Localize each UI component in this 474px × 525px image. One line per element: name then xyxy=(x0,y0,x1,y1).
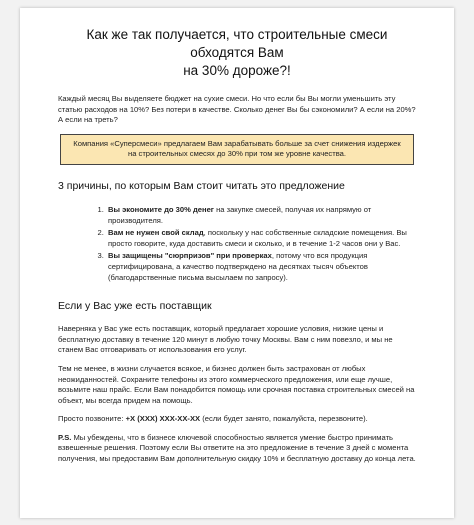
reasons-list xyxy=(58,205,416,283)
reason-text: , потому что вся продукция сертифицирована, а качество подтверждено на десятках тысяч объектов (благодарственные письма высылаем по запросу). xyxy=(108,251,368,282)
call-suffix: (если будет занято, пожалуйста, перезвоните). xyxy=(200,414,368,424)
title-line-2: на 30% дороже?! xyxy=(183,63,291,78)
call-prefix: Просто позвоните: xyxy=(58,414,126,424)
offer-callout: Компания «Суперсмеси» предлагаем Вам зарабатывать больше за счет снижения издержек на строительных смесях до 30% при том же уровне качества. xyxy=(60,134,414,165)
list-item xyxy=(106,251,416,283)
reason-text: , поскольку у нас собственные складские помещения. Вы просто говорите, куда доставить смеси и сколько, и в течение 1-2 часов они у Вас. xyxy=(108,228,407,248)
ps-label: P.S. xyxy=(58,432,72,442)
reason-bold: Вы экономите до 30% денег xyxy=(108,204,214,214)
call-paragraph xyxy=(58,414,416,425)
ps-text: Мы убеждены, что в бизнесе ключевой способностью является умение быстро принимать взвешенные решения. Поэтому если Вы ответите на это предложение в течение 3 дней с момента получения, мы предоставим Вам дополнительную скидку 10% и бесплатную доставку до конца лета. xyxy=(58,432,416,464)
intro-paragraph: Каждый месяц Вы выделяете бюджет на сухие смеси. Но что если бы Вы могли уменьшить эту статью расходов на 10%? Без потери в качестве. Сколько денег Вы бы сэкономили? А если на 20%? А если на треть? xyxy=(58,94,416,125)
section-heading-supplier: Если у Вас уже есть поставщик xyxy=(58,300,212,313)
reason-text: на закупке смесей, получая их напрямую от производителя. xyxy=(108,204,372,225)
ps-paragraph xyxy=(58,433,416,465)
reason-bold: Вы защищены "сюрпризов" при проверках xyxy=(108,251,272,261)
supplier-paragraph-1: Наверняка у Вас уже есть поставщик, который предлагает хорошие условия, низкие цены и бесплатную доставку в течение 120 минут в любую точку Москвы. Вам с ним повезло, и мы не станем Вас отговаривать от использования его услуг. xyxy=(58,324,393,355)
supplier-paragraph-2: Тем не менее, в жизни случается всякое, и бизнес должен быть застрахован от любых неожиданностей. Сохраните телефоны из этого коммерческого предложения, или еще лучше, возьмите наш прайс. Если Вам понадобится помощь или срочная поставка строительных смесей на объект, мы всегда придем на помощь. xyxy=(58,363,415,405)
title-line-1: Как же так получается, что строительные смеси обходятся Вам xyxy=(86,27,388,60)
list-item xyxy=(106,228,416,249)
phone-number: +Х (ХХХ) ХХХ-ХХ-ХХ xyxy=(125,414,201,424)
document-page xyxy=(20,8,454,518)
list-item xyxy=(106,205,416,226)
page-title xyxy=(58,26,416,80)
section-heading-reasons: 3 причины, по которым Вам стоит читать это предложение xyxy=(58,179,345,192)
reason-bold: Вам не нужен свой склад xyxy=(108,228,204,238)
